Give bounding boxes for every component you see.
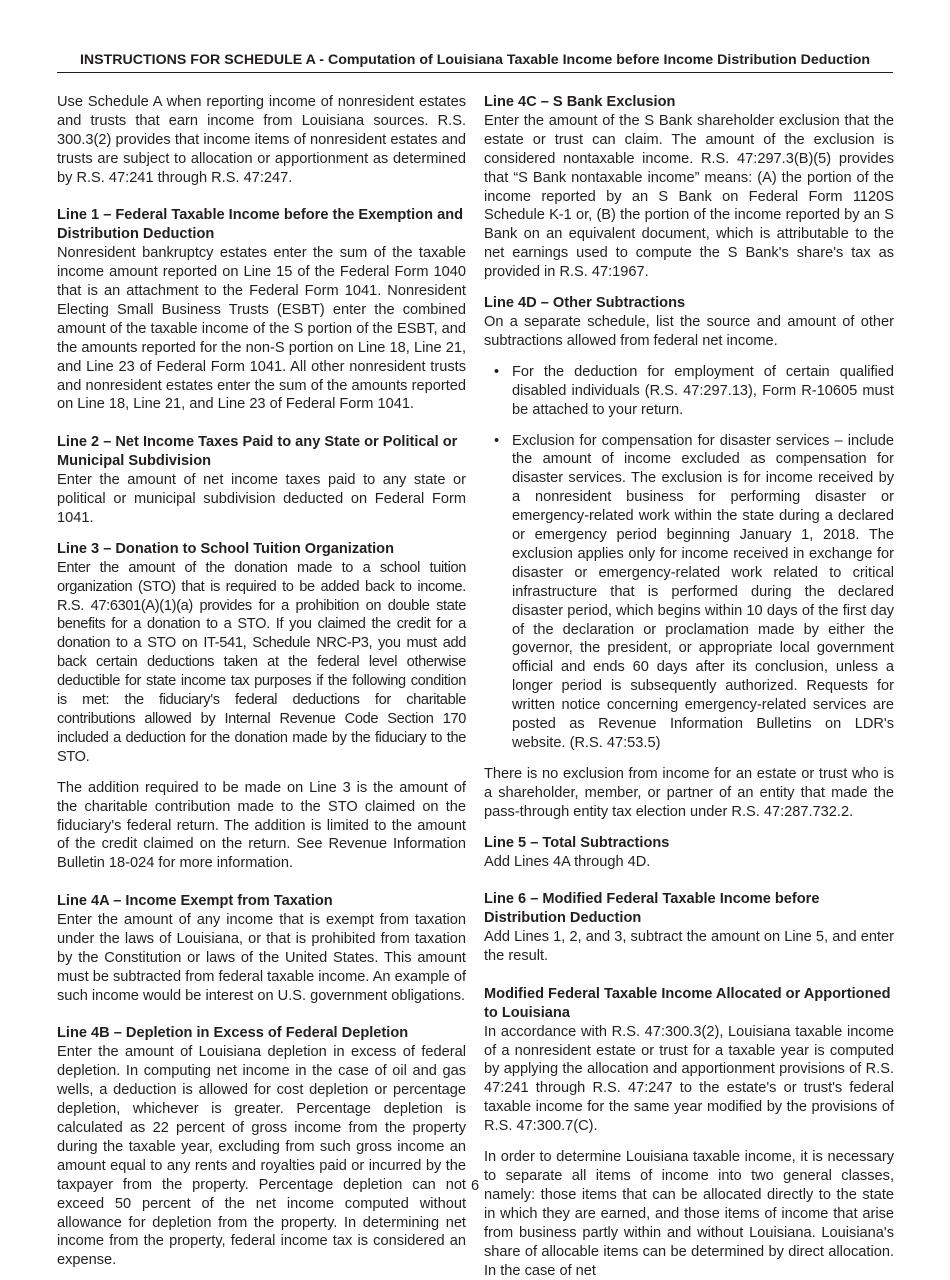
line5-heading: Line 5 – Total Subtractions xyxy=(484,834,670,851)
line4d-heading: Line 4D – Other Subtractions xyxy=(484,295,686,312)
line6-text: Add Lines 1, 2, and 3, subtract the amount on Line 5, and enter the result. xyxy=(484,929,894,965)
line2-heading: Line 2 – Net Income Taxes Paid to any State or Political or Municipal Subdivision xyxy=(57,434,458,470)
line6-heading: Line 6 – Modified Federal Taxable Income before Distribution Deduction xyxy=(484,891,820,927)
bullet-icon: • xyxy=(494,363,500,380)
line4b-text: Enter the amount of Louisiana depletion in excess of federal depletion. In computing net income in the case of oil and gas wells, a deduction is allowed for cost depletion or percentage depletion, whichever is greater. Percentage depletion is calculated as 22 percent of gross income from the property during the taxable year, excluding from such gross income an amount equal to any rents and royalties paid or incurred by the taxpayer from the property. Percentage depletion can not exceed 50 percent of the net income computed without allowance for depletion from the property. In determining net income from the property, federal income tax is considered an expense. xyxy=(57,1044,466,1269)
list-item-text: For the deduction for employment of certain qualified disabled individuals (R.S. 47:297.13), Form R-10605 must be attached to your return. xyxy=(512,363,894,418)
line4a-heading: Line 4A – Income Exempt from Taxation xyxy=(57,893,333,910)
line3-text-2: The addition required to be made on Line 3 is the amount of the charitable contribution made to the STO claimed on the fiduciary's federal return. The addition is limited to the amount of the credit claimed on the return. See Revenue Information Bulletin 18-024 for more information. xyxy=(57,779,466,872)
modified-text: In accordance with R.S. 47:300.3(2), Louisiana taxable income of a nonresident estate or trust for a taxable year is computed by applying the allocation and apportionment provisions of R.S. 47:241 through R.S. 47:247 to the estate's or trust's federal taxable income for the same year modified by the provisions of R.S. 47:300.7(C). xyxy=(484,1023,894,1135)
page-header: INSTRUCTIONS FOR SCHEDULE A - Computation of Louisiana Taxable Income before Income Distribution Deduction xyxy=(57,51,893,73)
line3-text: Enter the amount of the donation made to a school tuition organization (STO) that is required to be added back to income. R.S. 47:6301(A)(1)(a) provides for a prohibition on double state benefits for a donation to a STO. If you claimed the credit for a donation to a STO on IT-541, Schedule NRC-P3, you must add back certain deductions taken at the federal level otherwise deductible for state income tax purposes if the following condition is met: the fiduciary's federal deductions for charitable contributions allowed by Internal Revenue Code Section 170 included a deduction for the donation made by the fiduciary to the STO. xyxy=(57,559,466,765)
list-item xyxy=(484,363,894,420)
line4b-heading: Line 4B – Depletion in Excess of Federal Depletion xyxy=(57,1025,409,1042)
right-column xyxy=(484,93,894,1280)
list-item xyxy=(484,432,894,753)
line1-heading: Line 1 – Federal Taxable Income before the Exemption and Distribution Deduction xyxy=(57,207,464,243)
line2-text: Enter the amount of net income taxes paid to any state or political or municipal subdivision deducted on Federal Form 1041. xyxy=(57,472,466,526)
modified-text-2: In order to determine Louisiana taxable income, it is necessary to separate all items of income into two general classes, namely: those items that can be allocated directly to the state in which they are earned, and those items of income that arise from business partly within and without Louisiana. Louisiana's share of allocable items can be determined by direct allocation. In the case of net xyxy=(484,1149,894,1279)
line1-text: Nonresident bankruptcy estates enter the sum of the taxable income amount reported on Line 15 of the Federal Form 1040 that is an attachment to the Federal Form 1041. Nonresident Electing Small Business Trusts (ESBT) enter the combined amount of the taxable income of the S portion of the ESBT, and the amounts reported for the non-S portion on Line 18, Line 21, and Line 23 of Federal Form 1041. All other nonresident trusts and nonresident estates enter the sum of the amounts reported on Line 18, Line 21, and Line 23 of Federal Form 1041. xyxy=(57,245,466,413)
line4c-text: Enter the amount of the S Bank shareholder exclusion that the estate or trust can claim. The amount of the exclusion is considered nontaxable income. R.S. 47:297.3(B)(5) provides that “S Bank nontaxable income” means: (A) the portion of the income reported by an S Bank on Federal Form 1120S Schedule K-1 or, (B) the portion of the income reported by an S Bank on an equivalent document, which is attributable to the net earnings used to compute the S Bank's share's tax as provided in R.S. 47:1967. xyxy=(484,112,894,281)
subtractions-list xyxy=(484,363,894,753)
line4d-text: On a separate schedule, list the source and amount of other subtractions allowed from federal net income. xyxy=(484,313,894,349)
modified-heading: Modified Federal Taxable Income Allocated or Apportioned to Louisiana xyxy=(484,985,891,1021)
line4a-text: Enter the amount of any income that is exempt from taxation under the laws of Louisiana, or that is prohibited from taxation by the Constitution or laws of the United States. This amount must be subtracted from federal taxable income. An example of such income would be interest on U.S. government obligations. xyxy=(57,912,466,1004)
list-item-text: Exclusion for compensation for disaster services – include the amount of income excluded as compensation for disaster services. The exclusion is for income received by a nonresident business for performing disaster or emergency-related work within the state during a declared or emergency period beginning January 1, 2018. The exclusion applies only for income received in exchange for disaster or emergency-related work related to critical infrastructure that is performed during the declared disaster period, which begins within 10 days of the first day of the declaration or proclamation made by either the governor, the president, or appropriate local government official and ends 60 days after its conclusion, unless a longer period is subsequently authorized. Requests for written notice concerning emergency-related services are posted as Revenue Information Bulletins on LDR's website. (R.S. 47:53.5) xyxy=(512,432,894,751)
page-number: 6 xyxy=(470,1178,480,1194)
no-exclusion-text: There is no exclusion from income for an estate or trust who is a shareholder, member, or partner of an entity that made the pass-through entity tax election under R.S. 47:287.732.2. xyxy=(484,765,894,820)
intro-paragraph: Use Schedule A when reporting income of nonresident estates and trusts that earn income from Louisiana sources. R.S. 300.3(2) provides that income items of nonresident estates and trusts are subject to allocation or apportionment as determined by R.S. 47:241 through R.S. 47:247. xyxy=(57,94,466,186)
line3-heading: Line 3 – Donation to School Tuition Organization xyxy=(57,540,394,557)
bullet-icon: • xyxy=(494,432,500,449)
line4c-heading: Line 4C – S Bank Exclusion xyxy=(484,94,676,110)
left-column xyxy=(57,93,466,1270)
line5-text: Add Lines 4A through 4D. xyxy=(484,853,651,870)
